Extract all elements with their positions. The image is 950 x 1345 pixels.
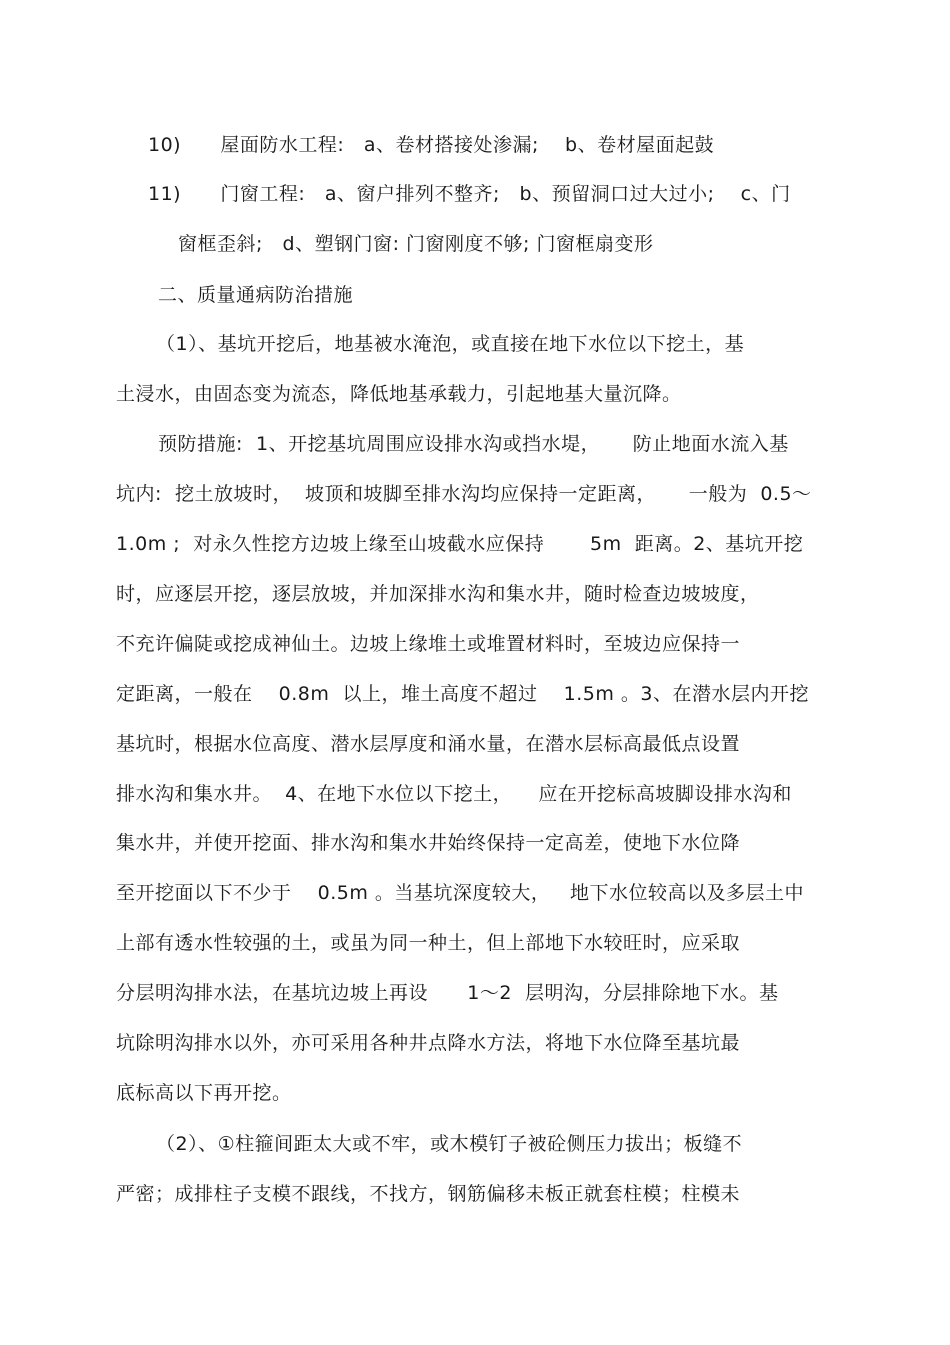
- text-line: 11) 门窗工程: a、窗户排列不整齐; b、预留洞口过大过小; c、门: [148, 183, 791, 205]
- text-line: 至开挖面以下不少于 0.5m 。当基坑深度较大， 地下水位较高以及多层土中: [116, 882, 805, 904]
- text-line: 10) 屋面防水工程: a、卷材搭接处渗漏; b、卷材屋面起鼓: [148, 134, 715, 156]
- text-line: 严密；成排柱子支模不跟线，不找方，钢筋偏移未板正就套柱模；柱模未: [116, 1183, 741, 1205]
- text-line: （1）、基坑开挖后，地基被水淹泡，或直接在地下水位以下挖土，基: [156, 333, 745, 355]
- text-line: 1.0m ; 对永久性挖方边坡上缘至山坡截水应保持 5m 距离。2、基坑开挖: [116, 533, 804, 555]
- text-line: （2）、①柱箍间距太大或不牢，或木模钉子被砼侧压力拔出；板缝不: [156, 1133, 743, 1155]
- text-line: 基坑时，根据水位高度、潜水层厚度和涌水量，在潜水层标高最低点设置: [116, 733, 741, 755]
- text-line: 上部有透水性较强的土，或虽为同一种土，但上部地下水较旺时，应采取: [116, 932, 741, 954]
- text-line: 集水井，并使开挖面、排水沟和集水井始终保持一定高差，使地下水位降: [116, 832, 741, 854]
- text-line: 时，应逐层开挖，逐层放坡，并加深排水沟和集水井，随时检查边坡坡度，: [116, 583, 760, 605]
- text-line: 预防措施: 1、开挖基坑周围应设排水沟或挡水堤， 防止地面水流入基: [158, 433, 789, 455]
- text-line: 定距离，一般在 0.8m 以上，堆土高度不超过 1.5m 。3、在潜水层内开挖: [116, 683, 809, 705]
- text-line: 不充许偏陡或挖成神仙土。边坡上缘堆土或堆置材料时，至坡边应保持一: [116, 633, 741, 655]
- text-line: 坑除明沟排水以外，亦可采用各种井点降水方法，将地下水位降至基坑最: [116, 1032, 741, 1054]
- text-line: 底标高以下再开挖。: [116, 1082, 292, 1104]
- text-line: 坑内: 挖土放坡时， 坡顶和坡脚至排水沟均应保持一定距离， 一般为 0.5～: [116, 483, 812, 505]
- text-line: 分层明沟排水法，在基坑边坡上再设 1～2 层明沟，分层排除地下水。基: [116, 982, 779, 1004]
- text-line: 排水沟和集水井。 4、在地下水位以下挖土， 应在开挖标高坡脚设排水沟和: [116, 783, 792, 805]
- section-heading: 二、质量通病防治措施: [158, 284, 354, 306]
- text-line: 窗框歪斜; d、塑钢门窗: 门窗刚度不够; 门窗框扇变形: [178, 233, 654, 255]
- text-line: 土浸水，由固态变为流态，降低地基承载力，引起地基大量沉降。: [116, 383, 682, 405]
